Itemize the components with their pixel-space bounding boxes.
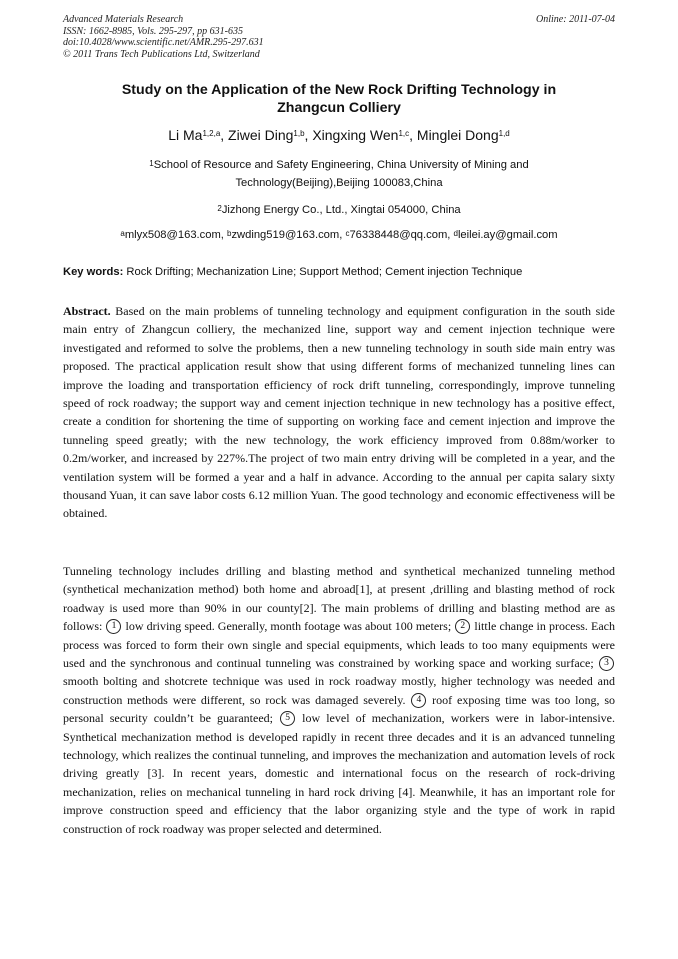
abstract-label: Abstract. (63, 304, 111, 318)
author: Xingxing Wen$^{1,c}$, (312, 127, 417, 143)
online-date: Online: 2011-07-04 (536, 14, 615, 25)
author: Minglei Dong$^{1,d}$ (416, 127, 510, 143)
keywords (63, 263, 615, 281)
doi-line: doi:10.4028/www.scientific.net/AMR.295-297.631 (63, 37, 264, 48)
body-text: little change in process. Each process was forced to form their own single and special equipments, which leads to too many equipments were used and the synchronous and continual tunneling was constrained by working space and working surface; (63, 619, 616, 671)
email[interactable]: $^d$leilei.ay@gmail.com (453, 229, 558, 241)
journal-name: Advanced Materials Research (63, 14, 184, 25)
affiliation-1: $^1$School of Resource and Safety Engineering, China University of Mining and Technology(Beijing),Beijing 100083,China (149, 159, 529, 189)
email[interactable]: $^a$mlyx508@163.com, (120, 229, 227, 241)
affiliation-2: $^2$Jizhong Energy Co., Ltd., Xingtai 054000, China (217, 204, 461, 216)
circled-number: 2 (455, 619, 470, 634)
body-text: smooth bolting and shotcrete technique was used in rock roadway mostly, higher technology was needed and construction methods were different, so rock was damaged severely. (63, 674, 615, 707)
circled-number: 1 (106, 619, 121, 634)
email[interactable]: $^c$76338448@qq.com, (345, 229, 454, 241)
circled-number: 4 (411, 693, 426, 708)
circled-number: 3 (599, 656, 614, 671)
copyright-line: © 2011 Trans Tech Publications Ltd, Switzerland (63, 48, 260, 60)
title-line-2: Zhangcun Colliery (277, 100, 401, 116)
issn-line: ISSN: 1662-8985, Vols. 295-297, pp 631-635 (63, 25, 243, 37)
keywords-text: Rock Drifting; Mechanization Line; Support Method; Cement injection Technique (123, 266, 523, 278)
email[interactable]: $^b$zwding519@163.com, (227, 229, 346, 241)
body-text: low level of mechanization, workers were in labor-intensive. Synthetical mechanization method is developed rapidly in recent three decades and it is an advanced tunneling technology, which realizes the continual tunneling, and improves the mechanization and automation levels of rock driving greatly [3]. In recent years, domestic and international focus on the research of rock-driving mechanization, relies on mechanical tunneling in hard rock driving [4]. Meanwhile, it has an important role for improve construction speed and efficiency that the labor organizing style and the type of work in rapid construction of rock roadway was proper selected and determined. (63, 711, 615, 836)
body-text: low driving speed. Generally, month footage was about 100 meters; (122, 619, 455, 634)
author: Ziwei Ding$^{1,b}$, (228, 127, 313, 143)
abstract-text: Based on the main problems of tunneling technology and equipment configuration in the south side main entry of Zhangcun colliery, the mechanized line, support way and cement injection technique were investigated and reformed to solve the problems, then a new tunneling technology in south side main entry was proposed. The practical application result show that using different forms of mechanized tunneling lines can improve the loading and transportation efficiency of rock drift tunneling, correspondingly, improve tunneling speed of rock roadway; the support way and cement injection technique in new technology has a positive effect, create a condition for shortening the time of supporting on working face and cement injection and improve the tunneling speed greatly; with the new technology, the work efficiency improved from 0.88m/worker to 0.2m/worker, and increased by 227%.The project of two main entry driving will be completed in a year, and the ventilation system will be formed a year and a half in advance. According to the annual per capita salary sixty thousand Yuan, it can save labor costs 6.12 million Yuan. The good technology and economic effectiveness will be obtained. (63, 304, 615, 521)
author-emails (63, 226, 615, 244)
author-list (63, 126, 615, 144)
body-text: Tunneling technology includes drilling and blasting method and synthetical mechanized tunneling method (synthetical mechanization method) both home and abroad[1], at present ,drilling and blasting method of rock roadway is used more than 90% in our county[2]. The main problems of drilling and blasting method are as follows: (63, 564, 615, 634)
intro-paragraph (63, 562, 615, 838)
abstract (63, 302, 615, 523)
paper-title (63, 81, 615, 117)
circled-number: 5 (280, 711, 295, 726)
keywords-label: Key words: (63, 266, 124, 278)
journal-header (63, 14, 615, 60)
author: Li Ma$^{1,2,a}$, (168, 127, 229, 143)
title-line-1: Study on the Application of the New Rock Drifting Technology in (121, 82, 557, 98)
body-text: roof exposing time was too long, so personal security couldn’t be guaranteed; (63, 692, 615, 726)
